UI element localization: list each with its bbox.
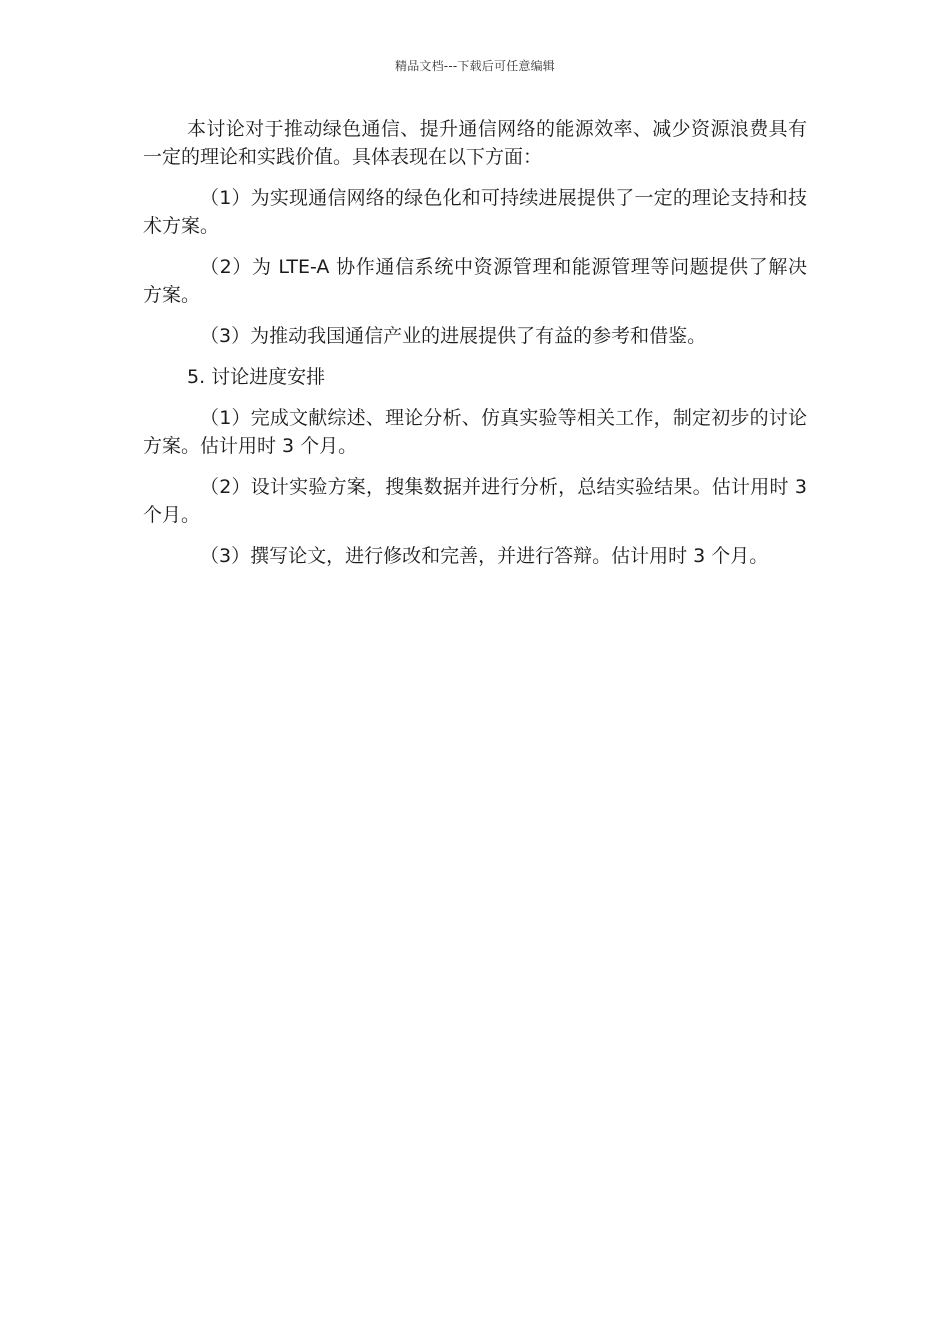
schedule-item-1: （1）完成文献综述、理论分析、仿真实验等相关工作，制定初步的讨论方案。估计用时 3 个月。	[143, 407, 807, 457]
intro-paragraph: 本讨论对于推动绿色通信、提升通信网络的能源效率、减少资源浪费具有一定的理论和实践价值。具体表现在以下方面：	[143, 118, 807, 168]
document-body	[143, 115, 807, 583]
value-item-3: （3）为推动我国通信产业的进展提供了有益的参考和借鉴。	[200, 325, 707, 347]
section-heading-schedule: 5. 讨论进度安排	[187, 366, 326, 388]
page-header: 精品文档---下载后可任意编辑	[395, 59, 555, 73]
value-item-2: （2）为 LTE-A 协作通信系统中资源管理和能源管理等问题提供了解决方案。	[143, 256, 807, 306]
schedule-item-3: （3）撰写论文，进行修改和完善，并进行答辩。估计用时 3 个月。	[200, 545, 769, 567]
schedule-item-2: （2）设计实验方案，搜集数据并进行分析，总结实验结果。估计用时 3 个月。	[143, 476, 807, 526]
value-item-1: （1）为实现通信网络的绿色化和可持续进展提供了一定的理论支持和技术方案。	[143, 187, 807, 237]
